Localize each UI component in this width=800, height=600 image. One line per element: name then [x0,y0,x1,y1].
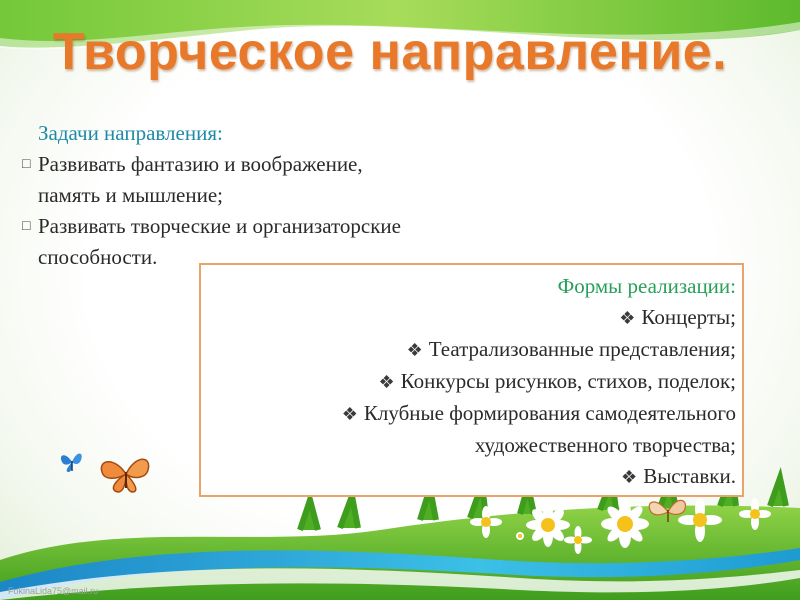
task-line: Развивать фантазию и воображение, [38,152,363,176]
list-item [22,149,582,211]
tasks-block [22,118,582,273]
slide-title: Творческое направление. [52,23,728,81]
task-line: Развивать творческие и организаторские [38,214,401,238]
forms-heading: Формы реализации: [557,274,736,298]
list-item [207,334,736,366]
task-line: способности. [38,245,158,269]
author-email: FokinaLida75@mail.ru [8,586,99,596]
list-item [207,398,736,430]
task-text [38,149,582,211]
tasks-heading: Задачи направления: [38,121,223,145]
diamond-bullet-icon: ❖ [621,467,638,487]
form-text-continuation: художественного творчества; [474,433,736,457]
form-text: Конкурсы рисунков, стихов, поделок; [400,369,736,393]
form-text: Выставки. [643,464,736,488]
task-line: память и мышление; [38,183,224,207]
diamond-bullet-icon: ❖ [378,372,395,392]
list-item [207,366,736,398]
square-bullet-icon: □ [22,219,31,234]
orange-butterfly-icon [101,459,148,492]
list-item [207,461,736,493]
square-bullet-icon: □ [22,157,31,172]
form-text: Клубные формирования самодеятельного [363,401,736,425]
diamond-bullet-icon: ❖ [341,404,358,424]
blue-butterfly-icon [61,454,82,473]
diamond-bullet-icon: ❖ [619,308,636,328]
forms-box [199,263,744,497]
form-text: Театрализованные представления; [428,337,736,361]
diamond-bullet-icon: ❖ [406,340,423,360]
list-item [207,302,736,334]
form-text: Концерты; [641,305,736,329]
